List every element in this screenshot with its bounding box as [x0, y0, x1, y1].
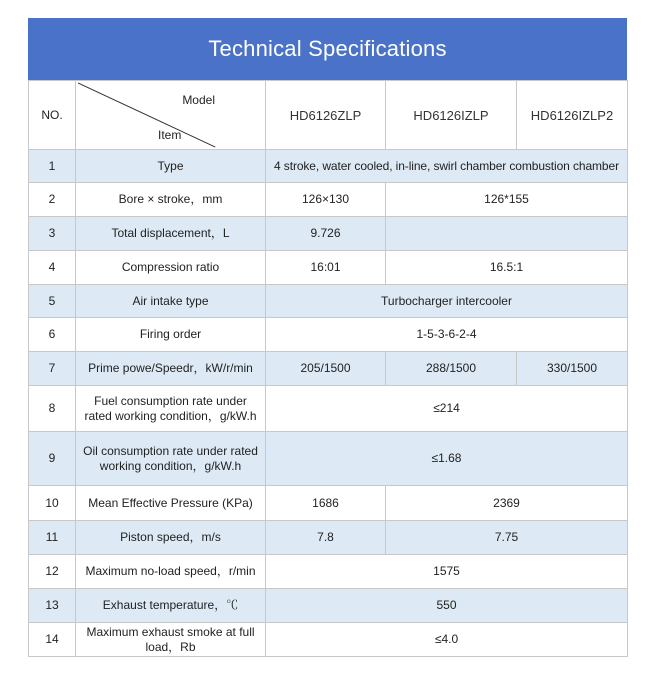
row-item: Maximum exhaust smoke at full load，Rb [76, 623, 266, 657]
row-number: 9 [29, 432, 76, 486]
no-header: NO. [29, 81, 76, 150]
table-row [29, 589, 628, 623]
item-label: Item [158, 128, 182, 142]
row-number: 1 [29, 150, 76, 183]
row-item: Compression ratio [76, 251, 266, 285]
row-value-model-2-3: 16.5:1 [386, 251, 628, 285]
row-number: 2 [29, 183, 76, 217]
spec-table [28, 80, 628, 657]
row-value-model-2-3: 126*155 [386, 183, 628, 217]
row-number: 7 [29, 352, 76, 386]
model-header-1: HD6126ZLP [266, 81, 386, 150]
row-number: 8 [29, 386, 76, 432]
table-row [29, 386, 628, 432]
row-value: 4 stroke, water cooled, in-line, swirl chamber combustion chamber [266, 150, 628, 183]
row-number: 3 [29, 217, 76, 251]
row-value-model-1: 1686 [266, 486, 386, 521]
row-item: Mean Effective Pressure (KPa) [76, 486, 266, 521]
row-number: 14 [29, 623, 76, 657]
row-item: Oil consumption rate under rated working condition，g/kW.h [76, 432, 266, 486]
row-value: 1-5-3-6-2-4 [266, 318, 628, 352]
row-number: 5 [29, 285, 76, 318]
row-value: ≤1.68 [266, 432, 628, 486]
table-row [29, 521, 628, 555]
table-row [29, 432, 628, 486]
model-header-2: HD6126IZLP [386, 81, 517, 150]
row-value-model-2-3: 7.75 [386, 521, 628, 555]
row-value-model-1: 126×130 [266, 183, 386, 217]
row-value-model-2: 288/1500 [386, 352, 517, 386]
row-item: Maximum no-load speed，r/min [76, 555, 266, 589]
row-item: Air intake type [76, 285, 266, 318]
row-item: Bore × stroke，mm [76, 183, 266, 217]
row-item: Type [76, 150, 266, 183]
table-row [29, 183, 628, 217]
table-row [29, 623, 628, 657]
table-row [29, 285, 628, 318]
row-number: 11 [29, 521, 76, 555]
row-number: 13 [29, 589, 76, 623]
row-value: 550 [266, 589, 628, 623]
table-row [29, 486, 628, 521]
row-value: ≤214 [266, 386, 628, 432]
row-number: 4 [29, 251, 76, 285]
model-item-header [76, 81, 266, 150]
row-item: Exhaust temperature，℃ [76, 589, 266, 623]
row-value-model-1: 205/1500 [266, 352, 386, 386]
row-item: Fuel consumption rate under rated working condition，g/kW.h [76, 386, 266, 432]
table-row [29, 555, 628, 589]
table-row [29, 251, 628, 285]
row-item: Piston speed，m/s [76, 521, 266, 555]
row-number: 6 [29, 318, 76, 352]
table-row [29, 318, 628, 352]
table-header-row [29, 81, 628, 150]
row-value-model-3: 330/1500 [517, 352, 628, 386]
table-row [29, 150, 628, 183]
row-item: Total displacement，L [76, 217, 266, 251]
row-item: Firing order [76, 318, 266, 352]
page-title: Technical Specifications [28, 18, 627, 80]
row-value: Turbocharger intercooler [266, 285, 628, 318]
model-label: Model [182, 93, 215, 107]
table-row [29, 352, 628, 386]
row-value-model-1: 7.8 [266, 521, 386, 555]
row-item: Prime powe/Speedr，kW/r/min [76, 352, 266, 386]
row-value-model-1: 9.726 [266, 217, 386, 251]
row-number: 10 [29, 486, 76, 521]
row-value: ≤4.0 [266, 623, 628, 657]
row-number: 12 [29, 555, 76, 589]
row-value-model-1: 16:01 [266, 251, 386, 285]
row-value: 1575 [266, 555, 628, 589]
row-value-model-2-3: 2369 [386, 486, 628, 521]
table-row [29, 217, 628, 251]
row-value-model-2-3 [386, 217, 628, 251]
model-header-3: HD6126IZLP2 [517, 81, 628, 150]
